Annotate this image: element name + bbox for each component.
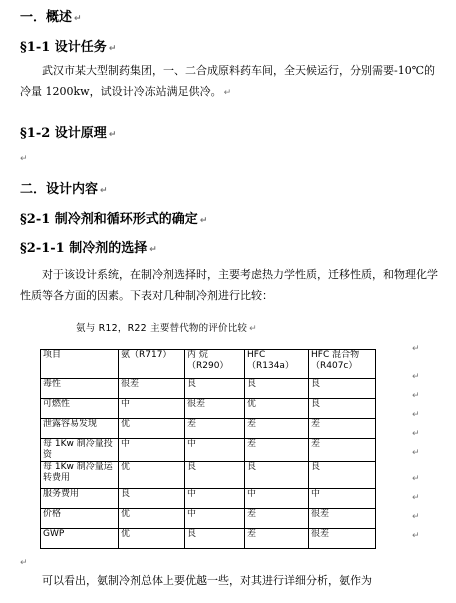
table-cell: 服务费用 (41, 489, 119, 509)
row-end-mark: ↵ (412, 429, 420, 439)
table-cell: 可燃性 (41, 399, 119, 419)
table-row (41, 419, 376, 439)
section-1-2-heading: §1-2 设计原理 ↵ (20, 126, 117, 141)
table-cell: 差 (245, 509, 309, 529)
section-1-1-heading: §1-1 设计任务 ↵ (20, 40, 117, 55)
table-cell: 优 (119, 419, 185, 439)
row-end-mark: ↵ (412, 531, 420, 541)
table-cell: 泄露容易发现 (41, 419, 119, 439)
table-cell: 差 (309, 439, 376, 462)
empty-paragraph-mark: ↵ (20, 154, 28, 164)
row-end-mark: ↵ (412, 344, 420, 354)
table-cell: 良 (245, 379, 309, 399)
table-header-cell: 氨（R717） (119, 350, 185, 379)
table-cell: 价格 (41, 509, 119, 529)
table-caption: 氨与 R12，R22 主要替代物的评价比较 ↵ (76, 323, 257, 334)
section-2-1-1-body: 对于该设计系统，在制冷剂选择时，主要考虑热力学性质，迁移性质，和物理化学性质等各方面的因素。下表对几种制冷剂进行比较： (20, 268, 438, 302)
row-end-mark: ↵ (412, 493, 420, 503)
section-2-1-heading: §2-1 制冷剂和循环形式的确定 ↵ (20, 212, 208, 227)
table-cell: 良 (185, 462, 245, 489)
table-cell: 优 (245, 399, 309, 419)
table-row (41, 399, 376, 419)
table-cell: 差 (245, 529, 309, 549)
closing-paragraph: 可以看出，氨制冷剂总体上要优越一些，对其进行详细分析，氨作为 (42, 574, 372, 587)
row-end-mark: ↵ (412, 512, 420, 522)
table-cell: 优 (119, 509, 185, 529)
table-row (41, 462, 376, 489)
section-2-heading: 二．设计内容 ↵ (20, 182, 108, 197)
table-row (41, 489, 376, 509)
table-cell: 差 (309, 419, 376, 439)
section-1-heading: 一．概述 ↵ (20, 10, 82, 25)
row-end-mark: ↵ (412, 391, 420, 401)
section-1-1-body: 武汉市某大型制药集团，一、二合成原料药车间，全天候运行，分别需要-10℃的冷量 1200kw，试设计冷冻站满足供冷。 ↵ (20, 64, 436, 98)
section-2-1-1-heading: §2-1-1 制冷剂的选择 ↵ (20, 241, 157, 256)
table-cell: 差 (245, 439, 309, 462)
table-cell: 中 (119, 439, 185, 462)
table-cell: 中 (185, 489, 245, 509)
table-cell: 中 (185, 439, 245, 462)
row-end-mark: ↵ (412, 448, 420, 458)
table-cell: 优 (119, 529, 185, 549)
table-cell: 很差 (309, 529, 376, 549)
table-cell: 良 (309, 379, 376, 399)
table-cell: 中 (185, 509, 245, 529)
table-header-cell: 项目 (41, 350, 119, 379)
row-end-mark: ↵ (412, 474, 420, 484)
table-cell: 良 (309, 462, 376, 489)
table-cell: 良 (185, 529, 245, 549)
table-cell: 差 (185, 419, 245, 439)
row-end-mark: ↵ (412, 372, 420, 382)
table-row (41, 379, 376, 399)
table-row (41, 529, 376, 549)
table-cell: 毒性 (41, 379, 119, 399)
table-cell: 中 (245, 489, 309, 509)
refrigerant-comparison-table (40, 349, 376, 549)
table-cell: 良 (185, 379, 245, 399)
table-cell: 每 1Kw 制冷量投资 (41, 439, 119, 462)
table-cell: GWP (41, 529, 119, 549)
table-cell: 良 (309, 399, 376, 419)
table-row (41, 509, 376, 529)
table-cell: 优 (119, 462, 185, 489)
table-header-cell: 丙 烷（R290） (185, 350, 245, 379)
table-header-cell: HFC 混合物（R407c） (309, 350, 376, 379)
table-cell: 良 (119, 489, 185, 509)
table-cell: 差 (245, 419, 309, 439)
table-header-row (41, 350, 376, 379)
empty-paragraph-mark: ↵ (20, 558, 28, 568)
table-cell: 很差 (119, 379, 185, 399)
table-cell: 每 1Kw 制冷量运转费用 (41, 462, 119, 489)
table-cell: 中 (119, 399, 185, 419)
table-cell: 很差 (185, 399, 245, 419)
table-row (41, 439, 376, 462)
table-cell: 良 (245, 462, 309, 489)
table-cell: 中 (309, 489, 376, 509)
table-cell: 很差 (309, 509, 376, 529)
row-end-mark: ↵ (412, 410, 420, 420)
table-header-cell: HFC （R134a） (245, 350, 309, 379)
